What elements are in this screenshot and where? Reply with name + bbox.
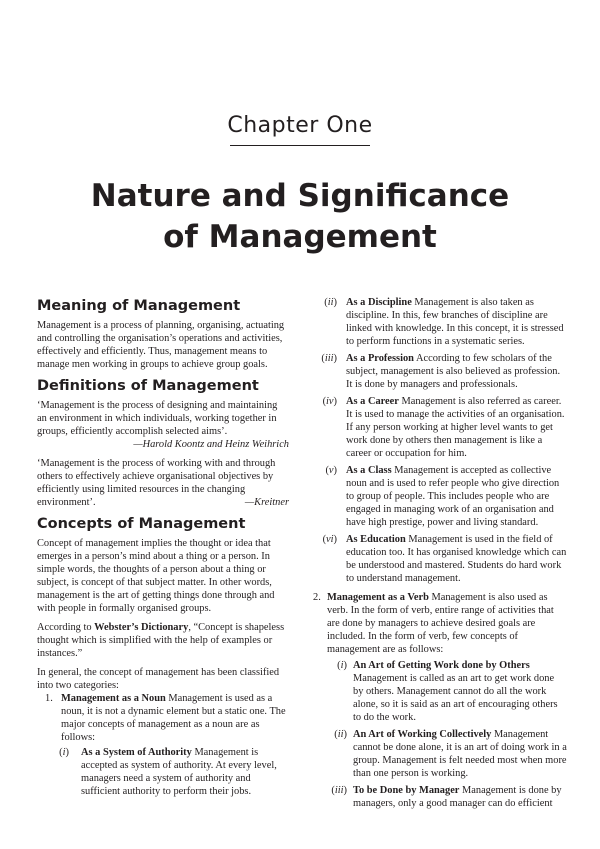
definition-kreitner-text: ‘Management is the process of working with and through others to effectively achieve organisational objectives by efficiently using limited resources in the changing environment’.: [37, 458, 276, 508]
sub-item-text: Management is also referred as career. It is used to manage the activities of an organisation. If any person working at higher level wants to get work done by others then management is like a career or occupation for him.: [346, 396, 565, 459]
roman-numeral: (v): [325, 465, 337, 476]
sub-item-text: Management is accepted as collective noun and is used to refer people who give direction to group of people. This includes people who are engaged in managing work of an organisation and have high prestige, power and living standard.: [346, 465, 560, 528]
sub-item-education: [313, 533, 567, 585]
list-item-title: Management as a Verb: [327, 592, 429, 603]
sub-item-title: To be Done by Manager: [353, 785, 460, 796]
meaning-paragraph: Management is a process of planning, organising, actuating and controlling the organisation’s operations and activities, effectively and efficiently. Thus, management means to manage men working in groups to achieve group goals.: [37, 320, 285, 370]
sub-item-text: Management is used in the field of education too. It has organised knowledge which can be understood and mastered. Students do hard work to understand management.: [346, 534, 567, 584]
list-item-title: Management as a Noun: [61, 693, 166, 704]
chapter-label: Chapter One: [227, 113, 373, 138]
heading-concepts: Concepts of Management: [37, 516, 246, 532]
list-item-verb: [313, 591, 567, 656]
definition-kreitner: [37, 457, 289, 509]
sub-item-title: As Education: [346, 534, 406, 545]
sub-item-title: As a Class: [346, 465, 392, 476]
webster-pre: According to: [37, 622, 95, 633]
sub-item-class: [313, 464, 567, 529]
roman-numeral: (vi): [322, 534, 337, 545]
sub-item-text: According to few scholars of the subject, management is also believed as profession. It is done by managers and professionals.: [346, 353, 561, 390]
left-column: [37, 297, 289, 798]
sub-item-discipline: [313, 296, 567, 348]
sub-item-profession: [313, 352, 567, 391]
webster-paragraph: [37, 621, 289, 660]
chapter-title: [0, 176, 600, 258]
concepts-paragraph: Concept of management implies the thought or idea that emerges in a person’s mind about a thing or a person. In simple words, the thoughts of a person about a thing or subject, is concept of that subject matter. In other words, management is the art of getting things done through and with people in formally organised groups.: [37, 538, 275, 614]
sub-item-working-collectively: [313, 728, 567, 780]
sub-item-career: [313, 395, 567, 460]
roman-numeral: (ii): [324, 297, 337, 308]
chapter-rule: [230, 145, 370, 146]
list-number: 2.: [313, 592, 321, 603]
sub-item-title: As a Career: [346, 396, 399, 407]
definition-koontz: ‘Management is the process of designing and maintaining an environment in which individuals, working together in groups, efficiently accomplish selected aims’.: [37, 400, 278, 437]
list-item-text: Management is used as a noun, it is not a dynamic element but a static one. The major concepts of management as a noun are as follows:: [61, 693, 286, 743]
general-paragraph: In general, the concept of management has been classified into two categories:: [37, 667, 280, 691]
sub-item-title: As a Profession: [346, 353, 414, 364]
heading-meaning: Meaning of Management: [37, 298, 241, 314]
sub-item-text: Management is also taken as discipline. In this, few branches of discipline are linked with knowledge. In this concept, it is stressed to perform functions in a systematic series.: [346, 297, 564, 347]
roman-numeral: (i): [59, 747, 69, 758]
webster-post: , “Concept is shapeless thought which is simplified with the help of examples or instances.”: [37, 622, 285, 659]
right-column: [313, 296, 567, 810]
webster-bold: Webster’s Dictionary: [94, 622, 189, 633]
definition-koontz-attribution: —Harold Koontz and Heinz Weihrich: [133, 439, 289, 450]
roman-numeral: (ii): [334, 729, 347, 740]
heading-definitions: Definitions of Management: [37, 378, 259, 394]
definition-kreitner-attribution: —Kreitner: [244, 497, 289, 508]
sub-item-authority: [37, 746, 289, 798]
chapter-title-line-2: of Management: [163, 219, 437, 255]
roman-numeral: (i): [337, 660, 347, 671]
list-item-text: Management is also used as verb. In the form of verb, entire range of activities that are done by managers to achieve desired goals are included. In the form of verb, few concepts of management are as follows:: [327, 592, 554, 655]
sub-item-text: Management is accepted as system of authority. At every level, managers need a system of authority and sufficient authority to perform their jobs.: [81, 747, 277, 797]
sub-item-done-by-manager: [313, 784, 567, 810]
sub-item-text: Management is done by managers, only a good manager can do efficient: [353, 785, 562, 809]
sub-item-title: An Art of Getting Work done by Others: [353, 660, 530, 671]
sub-item-art-of-getting-work: [313, 659, 567, 724]
sub-item-text: Management cannot be done alone, it is an art of doing work in a group. Management is felt needed most when more than one person is working.: [353, 729, 567, 779]
sub-item-title: As a Discipline: [346, 297, 412, 308]
list-item-noun: [37, 692, 289, 744]
list-number: 1.: [45, 693, 53, 704]
chapter-title-line-1: Nature and Significance: [90, 178, 510, 214]
roman-numeral: (iii): [331, 785, 347, 796]
sub-item-title: As a System of Authority: [81, 747, 192, 758]
roman-numeral: (iv): [322, 396, 337, 407]
sub-item-title: An Art of Working Collectively: [353, 729, 492, 740]
sub-item-text: Management is called as an art to get work done by others. Management cannot do all the work alone, so it is said as an art of encouraging others to do the work.: [353, 673, 558, 723]
roman-numeral: (iii): [321, 353, 337, 364]
